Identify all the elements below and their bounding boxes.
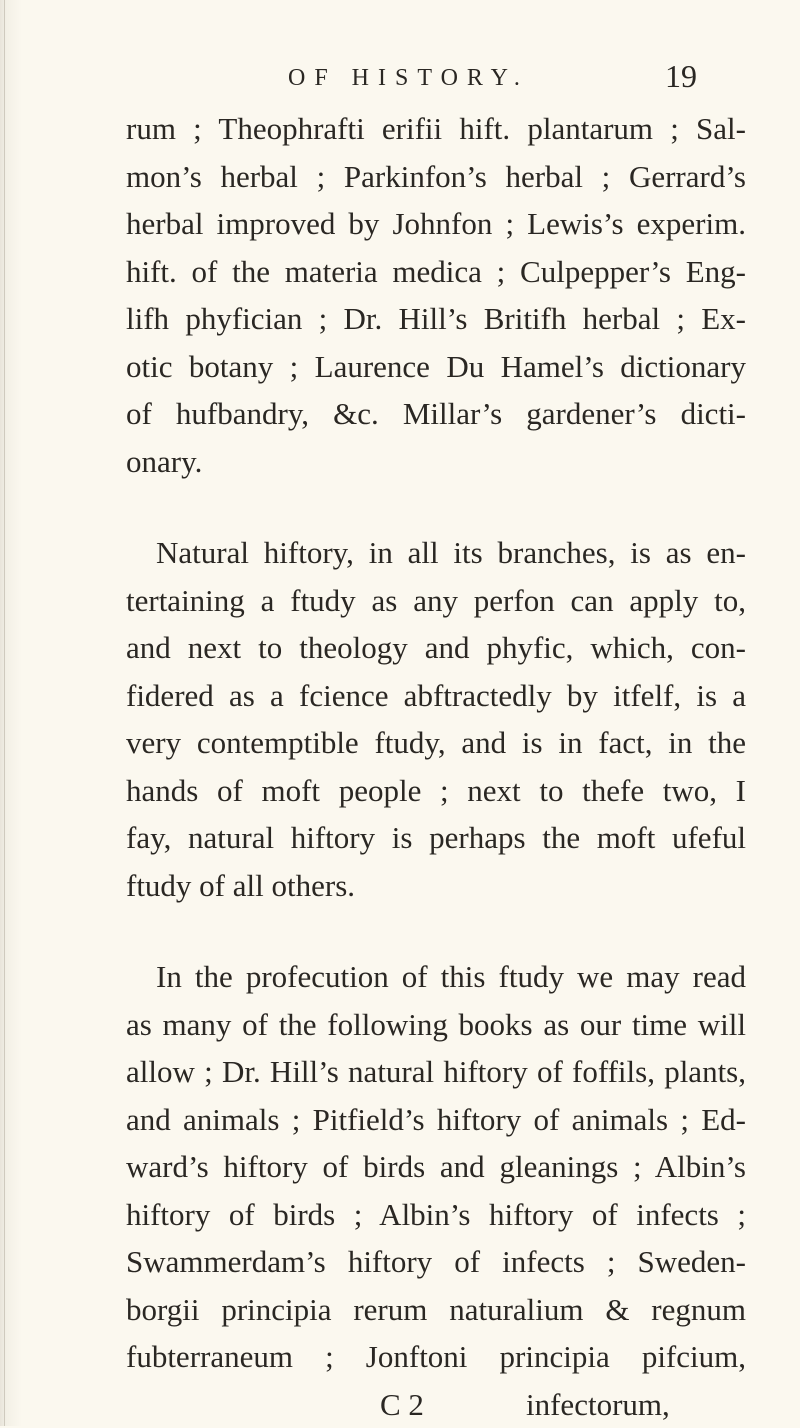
text-line: very contemptible ftudy, and is in fact, in the [126,719,746,767]
text-line: Swammerdam’s hiftory of infects ; Sweden- [126,1238,746,1286]
text-line: Natural hiftory, in all its branches, is as en- [126,529,746,577]
signature-mark: C 2 [380,1381,424,1428]
text-line: allow ; Dr. Hill’s natural hiftory of foffils, plants, [126,1048,746,1096]
page-gutter-edge [4,0,5,1426]
text-line: as many of the following books as our time will [126,1001,746,1049]
paragraph-3 [126,953,746,1381]
text-line: onary. [126,438,746,486]
text-line: borgii principia rerum naturalium & regnum [126,1286,746,1334]
text-line: rum ; Theophrafti erifii hift. plantarum ; Sal- [126,105,746,153]
text-line: hands of moft people ; next to thefe two, I [126,767,746,815]
page-number: 19 [665,56,697,96]
running-head [0,58,800,98]
text-line: fay, natural hiftory is perhaps the moft ufeful [126,814,746,862]
footer-line [126,1381,746,1428]
text-line: otic botany ; Laurence Du Hamel’s dictionary [126,343,746,391]
text-line: lifh phyfician ; Dr. Hill’s Britifh herbal ; Ex- [126,295,746,343]
text-line: herbal improved by Johnfon ; Lewis’s experim. [126,200,746,248]
text-line: ftudy of all others. [126,862,746,910]
text-line: and next to theology and phyfic, which, con- [126,624,746,672]
paragraph-spacer [126,485,746,529]
text-line: hiftory of birds ; Albin’s hiftory of infects ; [126,1191,746,1239]
text-line: of hufbandry, &c. Millar’s gardener’s dicti- [126,390,746,438]
text-line: tertaining a ftudy as any perfon can apply to, [126,577,746,625]
text-line: ward’s hiftory of birds and gleanings ; Albin’s [126,1143,746,1191]
running-head-title: OF HISTORY. [288,58,529,98]
text-line: hift. of the materia medica ; Culpepper’s Eng- [126,248,746,296]
paragraph-2 [126,529,746,909]
text-line: mon’s herbal ; Parkinfon’s herbal ; Gerrard’s [126,153,746,201]
body-text [126,105,746,1428]
text-line: and animals ; Pitfield’s hiftory of animals ; Ed- [126,1096,746,1144]
catchword: infectorum, [526,1381,670,1428]
paragraph-1 [126,105,746,485]
text-line: fubterraneum ; Jonftoni principia pifcium, [126,1333,746,1381]
text-line: In the profecution of this ftudy we may read [126,953,746,1001]
paragraph-spacer [126,909,746,953]
text-line: fidered as a fcience abftractedly by itfelf, is a [126,672,746,720]
